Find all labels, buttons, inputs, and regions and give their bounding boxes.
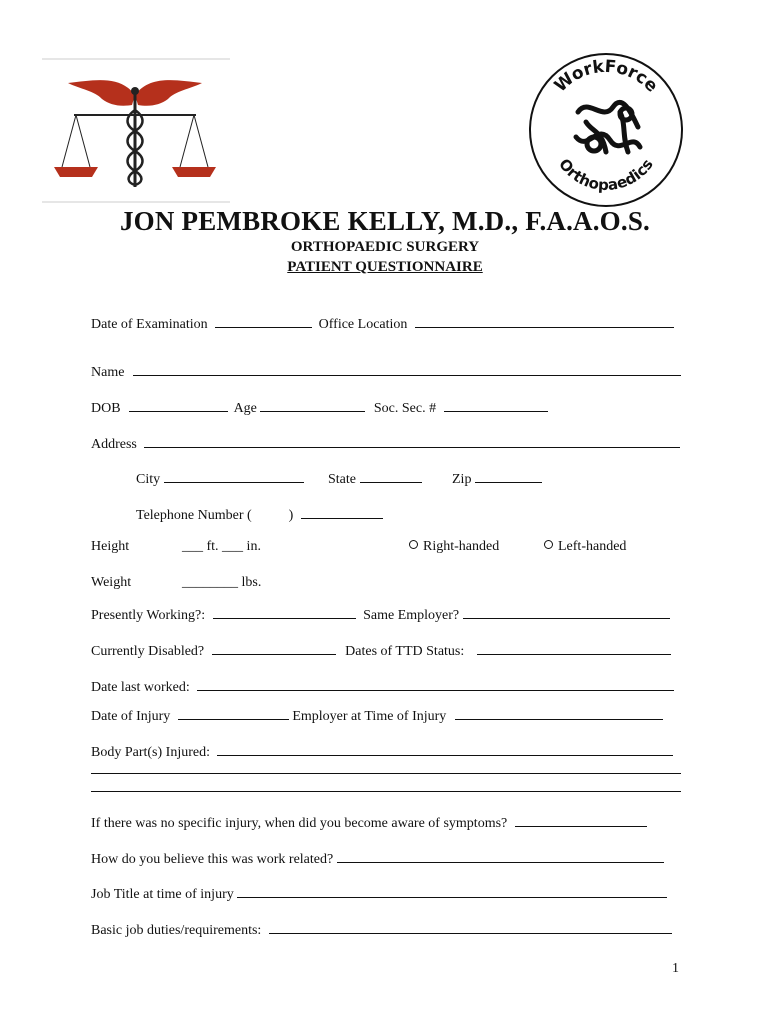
telephone-label: Telephone Number ( — [136, 508, 252, 523]
date-last-worked-label: Date last worked: — [91, 680, 190, 695]
date-last-worked-field[interactable] — [197, 676, 674, 691]
currently-disabled-field[interactable] — [212, 640, 336, 655]
seal-bottom-text: Orthopaedics — [555, 155, 657, 195]
office-location-field[interactable] — [415, 313, 674, 328]
office-location-label: Office Location — [318, 317, 408, 332]
telephone-field[interactable] — [301, 504, 383, 519]
job-title-label: Job Title at time of injury — [91, 887, 234, 902]
job-duties-field[interactable] — [269, 919, 672, 934]
job-duties-label: Basic job duties/requirements: — [91, 923, 262, 938]
left-handed-label: Left-handed — [558, 539, 627, 554]
height-label: Height — [91, 539, 130, 554]
form-title: PATIENT QUESTIONNAIRE — [287, 259, 483, 275]
city-label: City — [136, 472, 161, 487]
seal-top-text: WorkForce — [550, 56, 662, 97]
state-field[interactable] — [360, 468, 422, 483]
ttd-dates-label: Dates of TTD Status: — [345, 644, 465, 659]
page-number: 1 — [672, 961, 679, 976]
no-specific-injury-field[interactable] — [515, 812, 647, 827]
caduceus-scales-icon — [40, 55, 230, 205]
presently-working-field[interactable] — [213, 604, 356, 619]
state-label: State — [328, 472, 356, 487]
address-label: Address — [91, 437, 137, 452]
ttd-dates-field[interactable] — [477, 640, 671, 655]
no-specific-injury-label: If there was no specific injury, when did you become aware of symptoms? — [91, 816, 508, 831]
date-of-exam-label: Date of Examination — [91, 317, 208, 332]
left-handed-option[interactable] — [544, 538, 626, 556]
ssn-label: Soc. Sec. # — [373, 401, 437, 416]
height-field[interactable]: ___ ft. ___ in. — [182, 539, 261, 554]
date-of-exam-field[interactable] — [215, 313, 312, 328]
weight-label: Weight — [91, 575, 132, 590]
right-handed-radio-icon[interactable] — [409, 540, 418, 549]
date-of-injury-label: Date of Injury — [91, 709, 171, 724]
body-parts-extra-line-2[interactable] — [91, 791, 681, 792]
right-handed-label: Right-handed — [423, 539, 500, 554]
date-of-injury-field[interactable] — [178, 705, 289, 720]
ssn-field[interactable] — [444, 397, 548, 412]
workforce-orthopaedics-seal — [528, 52, 684, 208]
dob-field[interactable] — [129, 397, 228, 412]
zip-label: Zip — [452, 472, 472, 487]
telephone-close-paren: ) — [288, 508, 294, 523]
body-parts-label: Body Part(s) Injured: — [91, 745, 210, 760]
body-parts-field[interactable] — [217, 741, 673, 756]
work-related-field[interactable] — [337, 848, 664, 863]
same-employer-field[interactable] — [463, 604, 670, 619]
work-related-label: How do you believe this was work related? — [91, 852, 334, 867]
age-field[interactable] — [260, 397, 365, 412]
right-handed-option[interactable] — [409, 538, 499, 556]
doctor-name: JON PEMBROKE KELLY, M.D., F.A.A.O.S. — [119, 206, 651, 236]
weight-field[interactable]: ________ lbs. — [182, 575, 262, 590]
employer-at-injury-label: Employer at Time of Injury — [292, 709, 447, 724]
employer-at-injury-field[interactable] — [455, 705, 663, 720]
presently-working-label: Presently Working?: — [91, 608, 206, 623]
dob-label: DOB — [91, 401, 121, 416]
name-label: Name — [91, 365, 125, 380]
city-field[interactable] — [164, 468, 304, 483]
same-employer-label: Same Employer? — [363, 608, 460, 623]
currently-disabled-label: Currently Disabled? — [91, 644, 205, 659]
left-handed-radio-icon[interactable] — [544, 540, 553, 549]
specialty: ORTHOPAEDIC SURGERY — [290, 239, 480, 255]
job-title-field[interactable] — [237, 883, 667, 898]
zip-field[interactable] — [475, 468, 542, 483]
name-field[interactable] — [133, 361, 681, 376]
age-label: Age — [233, 401, 257, 416]
body-parts-extra-line-1[interactable] — [91, 773, 681, 774]
address-field[interactable] — [144, 433, 680, 448]
